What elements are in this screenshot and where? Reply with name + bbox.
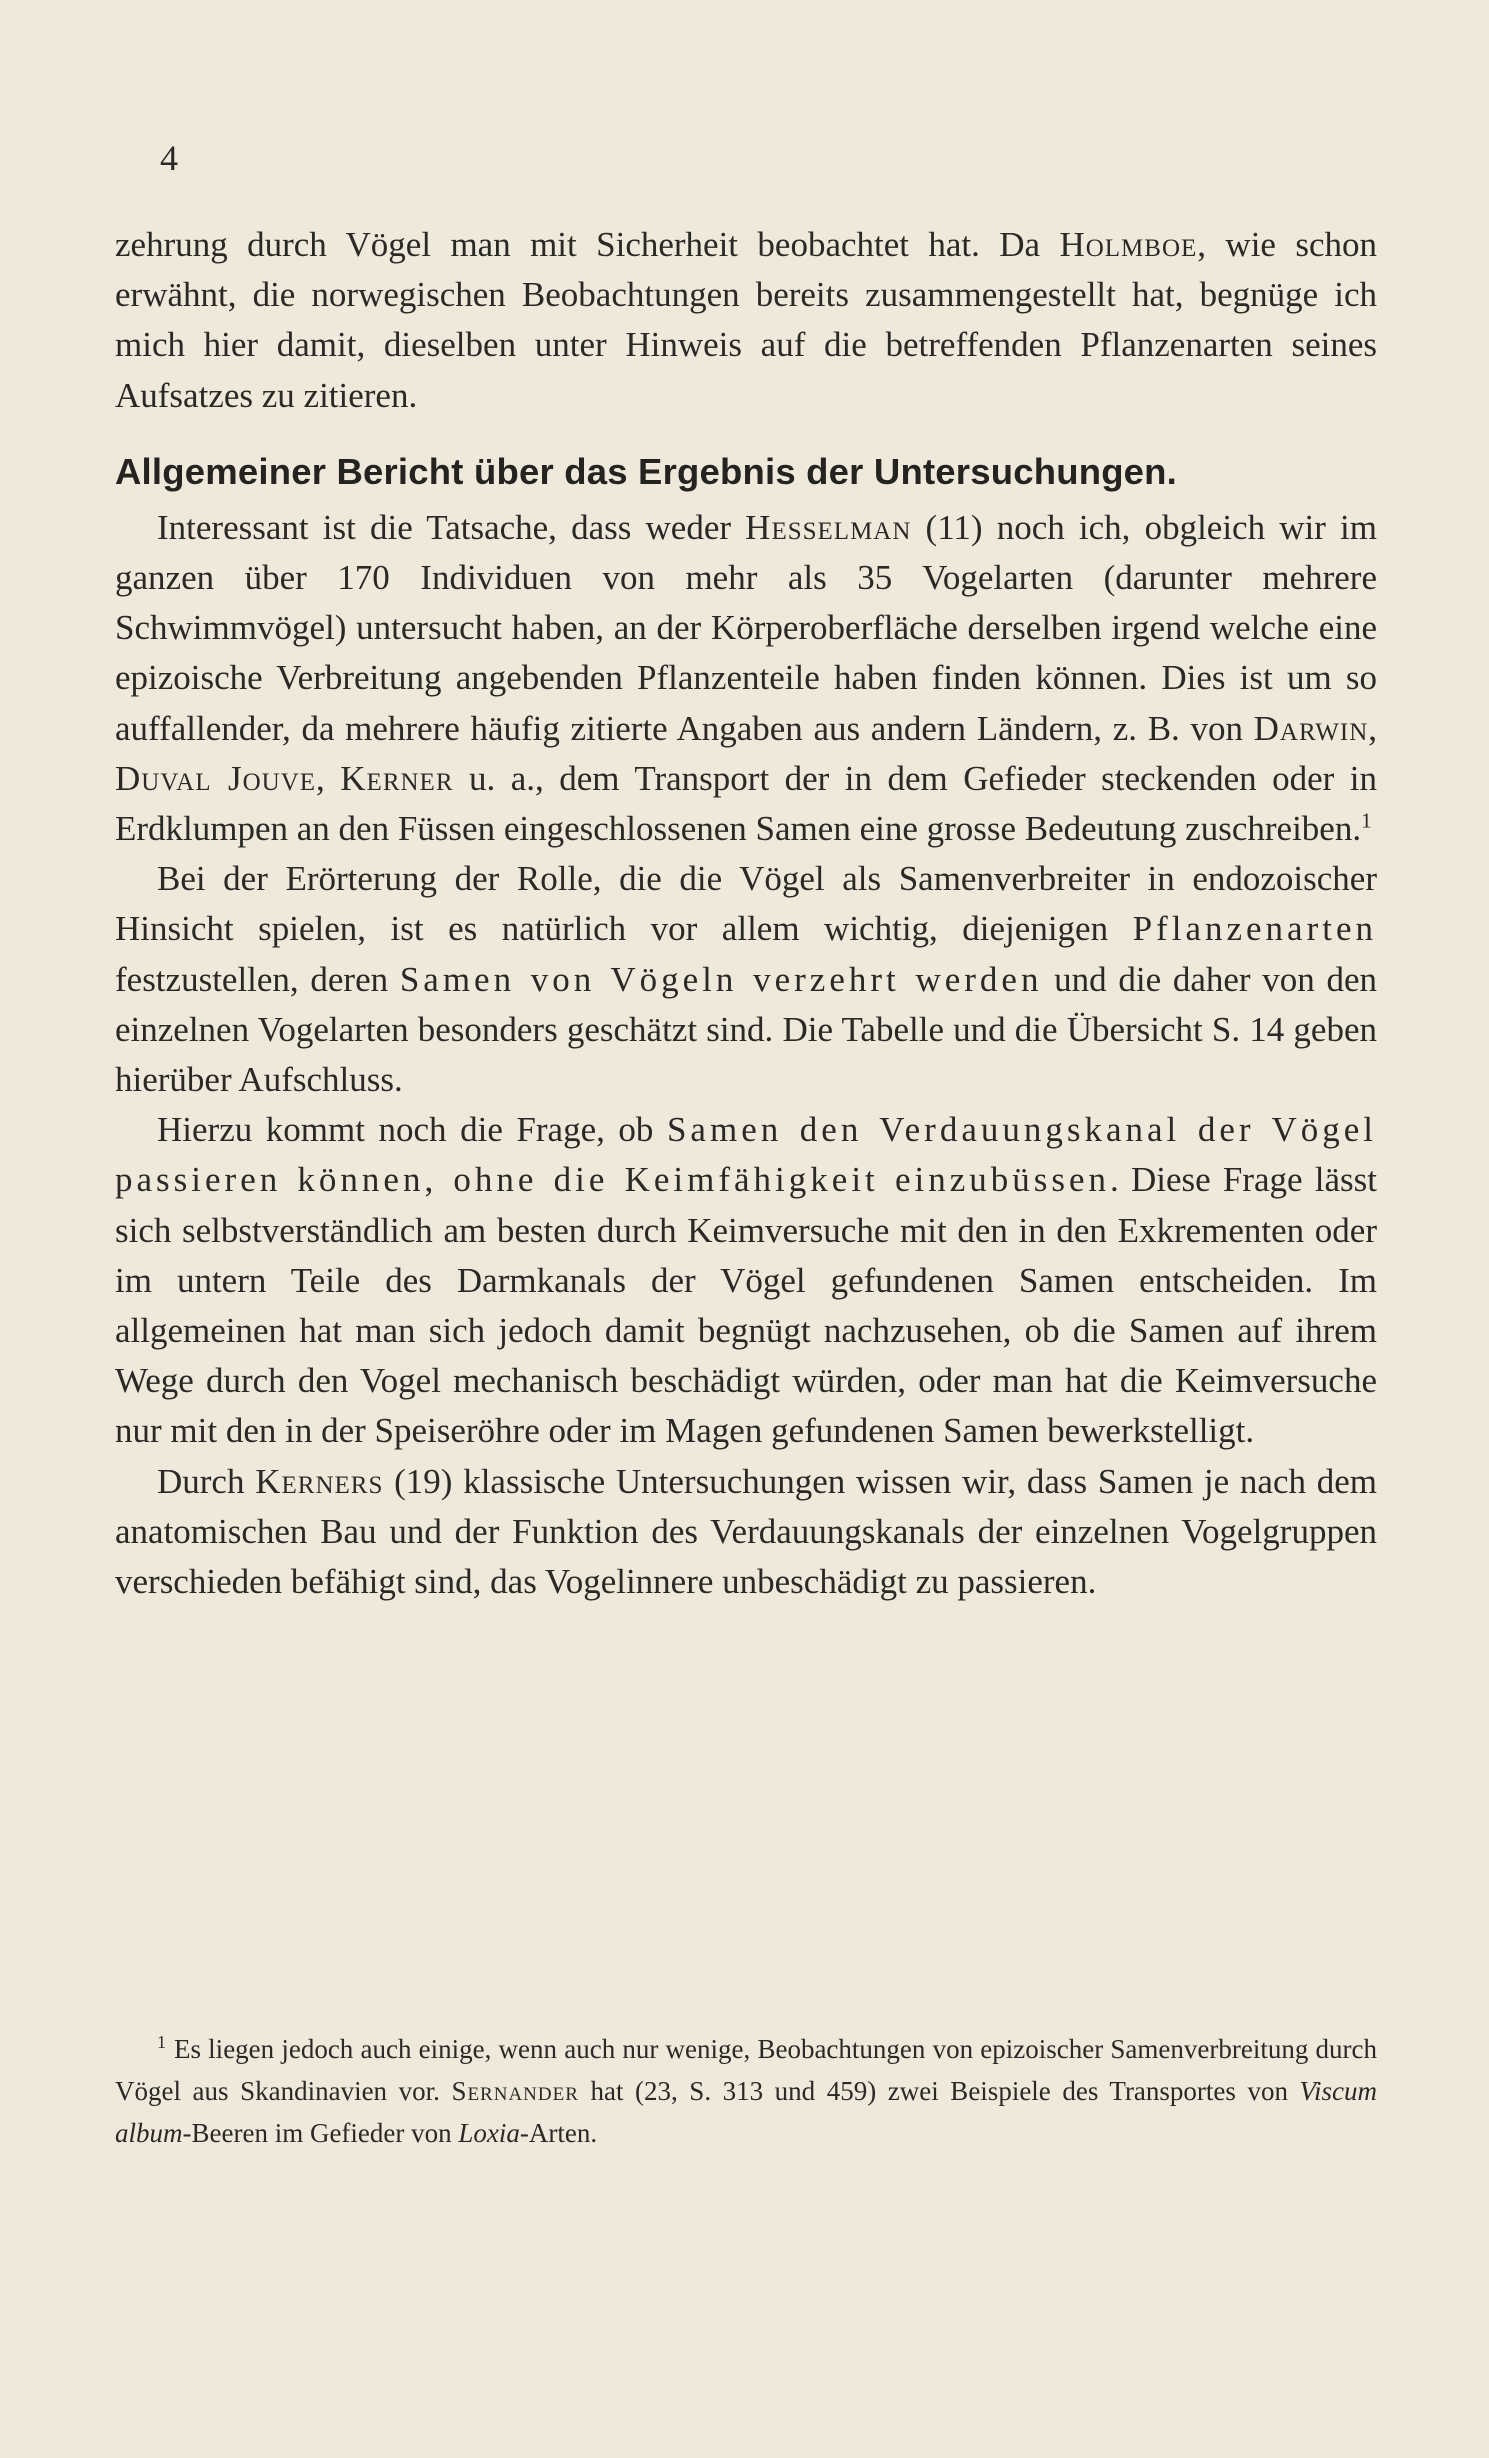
text-run: Durch <box>157 1461 256 1501</box>
text-run: -Beeren im Gefieder von <box>182 2118 459 2148</box>
spaced-emphasis: Samen von Vögeln verzehrt werden <box>399 959 1043 999</box>
text-run: hat (23, S. 313 und 459) zwei Beispiele des Transportes von <box>578 2076 1300 2106</box>
section-heading: Allgemeiner Bericht über das Ergebnis der Untersuchungen. <box>115 450 1178 492</box>
text-run: -Arten. <box>519 2118 598 2148</box>
text-run: u. a., dem Transport der in dem Gefieder steckenden oder in Erdklumpen an den Füssen eingeschlossenen Samen eine grosse Bedeutung zuschreiben. <box>115 758 1377 849</box>
text-run: . Diese Frage lässt sich selbstverständlich am besten durch Keimversuche mit den in den Exkrementen oder im untern Teile des Darmkanals der Vögel gefundenen Samen entscheiden. Im allgemeinen hat man sich jedoch damit begnügt nachzusehen, ob die Samen auf ihrem Wege durch den Vogel mechanisch beschädigt würden, oder man hat die Keimversuche nur mit den in der Speiseröhre oder im Magen gefundenen Samen bewerkstelligt. <box>115 1160 1378 1451</box>
text-run: (19) klassische Untersuchungen wissen wir, dass Samen je nach dem anatomischen Bau und der Funktion des Verdauungskanals der einzelnen Vogelgruppen verschieden befähigt sind, das Vogelinnere unbeschädigt zu passieren. <box>115 1461 1377 1602</box>
author-name-holmboe: Holmboe <box>1059 225 1198 264</box>
text-run: (11) noch ich, obgleich wir im ganzen über 170 Individuen von mehr als 35 Vogelarten (darunter mehrere Schwimmvögel) untersucht haben, an der Körperoberfläche derselben irgend welche eine epizoische Verbreitung angebenden Pflanzenteile haben finden können. Dies ist um so auffallender, da mehrere häufig zitierte Angaben aus andern Ländern, z. B. von <box>115 507 1377 748</box>
text-run: festzustellen, deren <box>115 959 400 999</box>
author-name-kerners: Kerners <box>255 1461 384 1501</box>
page-number: 4 <box>160 138 178 178</box>
footnote <box>115 2028 1377 2154</box>
paragraph-4 <box>115 1105 1377 1456</box>
paragraph-2 <box>115 503 1377 854</box>
text-run: zehrung durch Vögel man mit Sicherheit beobachtet hat. Da <box>115 225 1060 264</box>
text-run: , <box>316 758 341 798</box>
text-run: Interessant ist die Tatsache, dass weder <box>157 507 746 547</box>
spaced-emphasis: Pflanzenarten <box>1132 909 1377 949</box>
paragraph-1 <box>115 220 1377 421</box>
author-name-duval-jouve: Duval Jouve <box>115 758 317 798</box>
footnote-reference[interactable]: 1 <box>1361 808 1372 833</box>
genus-name-loxia: Loxia <box>458 2118 520 2148</box>
text-run: und die daher von den einzelnen Vogelarten besonders geschätzt sind. Die Tabelle und die Übersicht S. 14 geben hierüber Aufschluss. <box>115 959 1377 1100</box>
author-name-hesselman: Hesselman <box>745 507 912 547</box>
paragraph-3 <box>115 854 1377 1105</box>
text-run: Es liegen jedoch auch einige, wenn auch nur wenige, Beobachtungen von epizoischer Samenverbreitung durch Vögel aus Skandinavien vor. <box>115 2034 1377 2106</box>
text-run: Hierzu kommt noch die Frage, ob <box>157 1110 667 1150</box>
footnote-mark: 1 <box>157 2032 166 2052</box>
species-name-viscum-album: Viscum album <box>115 2076 1378 2148</box>
author-name-kerner: Kerner <box>340 758 454 798</box>
author-name-sernander: Sernander <box>451 2076 579 2106</box>
text-run: , wie schon erwähnt, die norwegischen Beobachtungen bereits zusammengestellt hat, begnüge ich mich hier damit, dieselben unter Hinweis auf die betreffenden Pflanzenarten seines Aufsatzes zu zitieren. <box>115 225 1377 415</box>
text-run: , <box>1368 708 1377 748</box>
text-run: Bei der Erörterung der Rolle, die die Vögel als Samenverbreiter in endozoischer Hinsicht spielen, ist es natürlich vor allem wichtig, diejenigen <box>115 859 1377 949</box>
spaced-emphasis: Samen den Verdauungskanal der Vögel passieren können, ohne die Keimfähigkeit einzubüssen <box>115 1110 1377 1200</box>
author-name-darwin: Darwin <box>1253 708 1369 748</box>
body-text <box>115 220 1377 1607</box>
paragraph-5 <box>115 1457 1377 1608</box>
